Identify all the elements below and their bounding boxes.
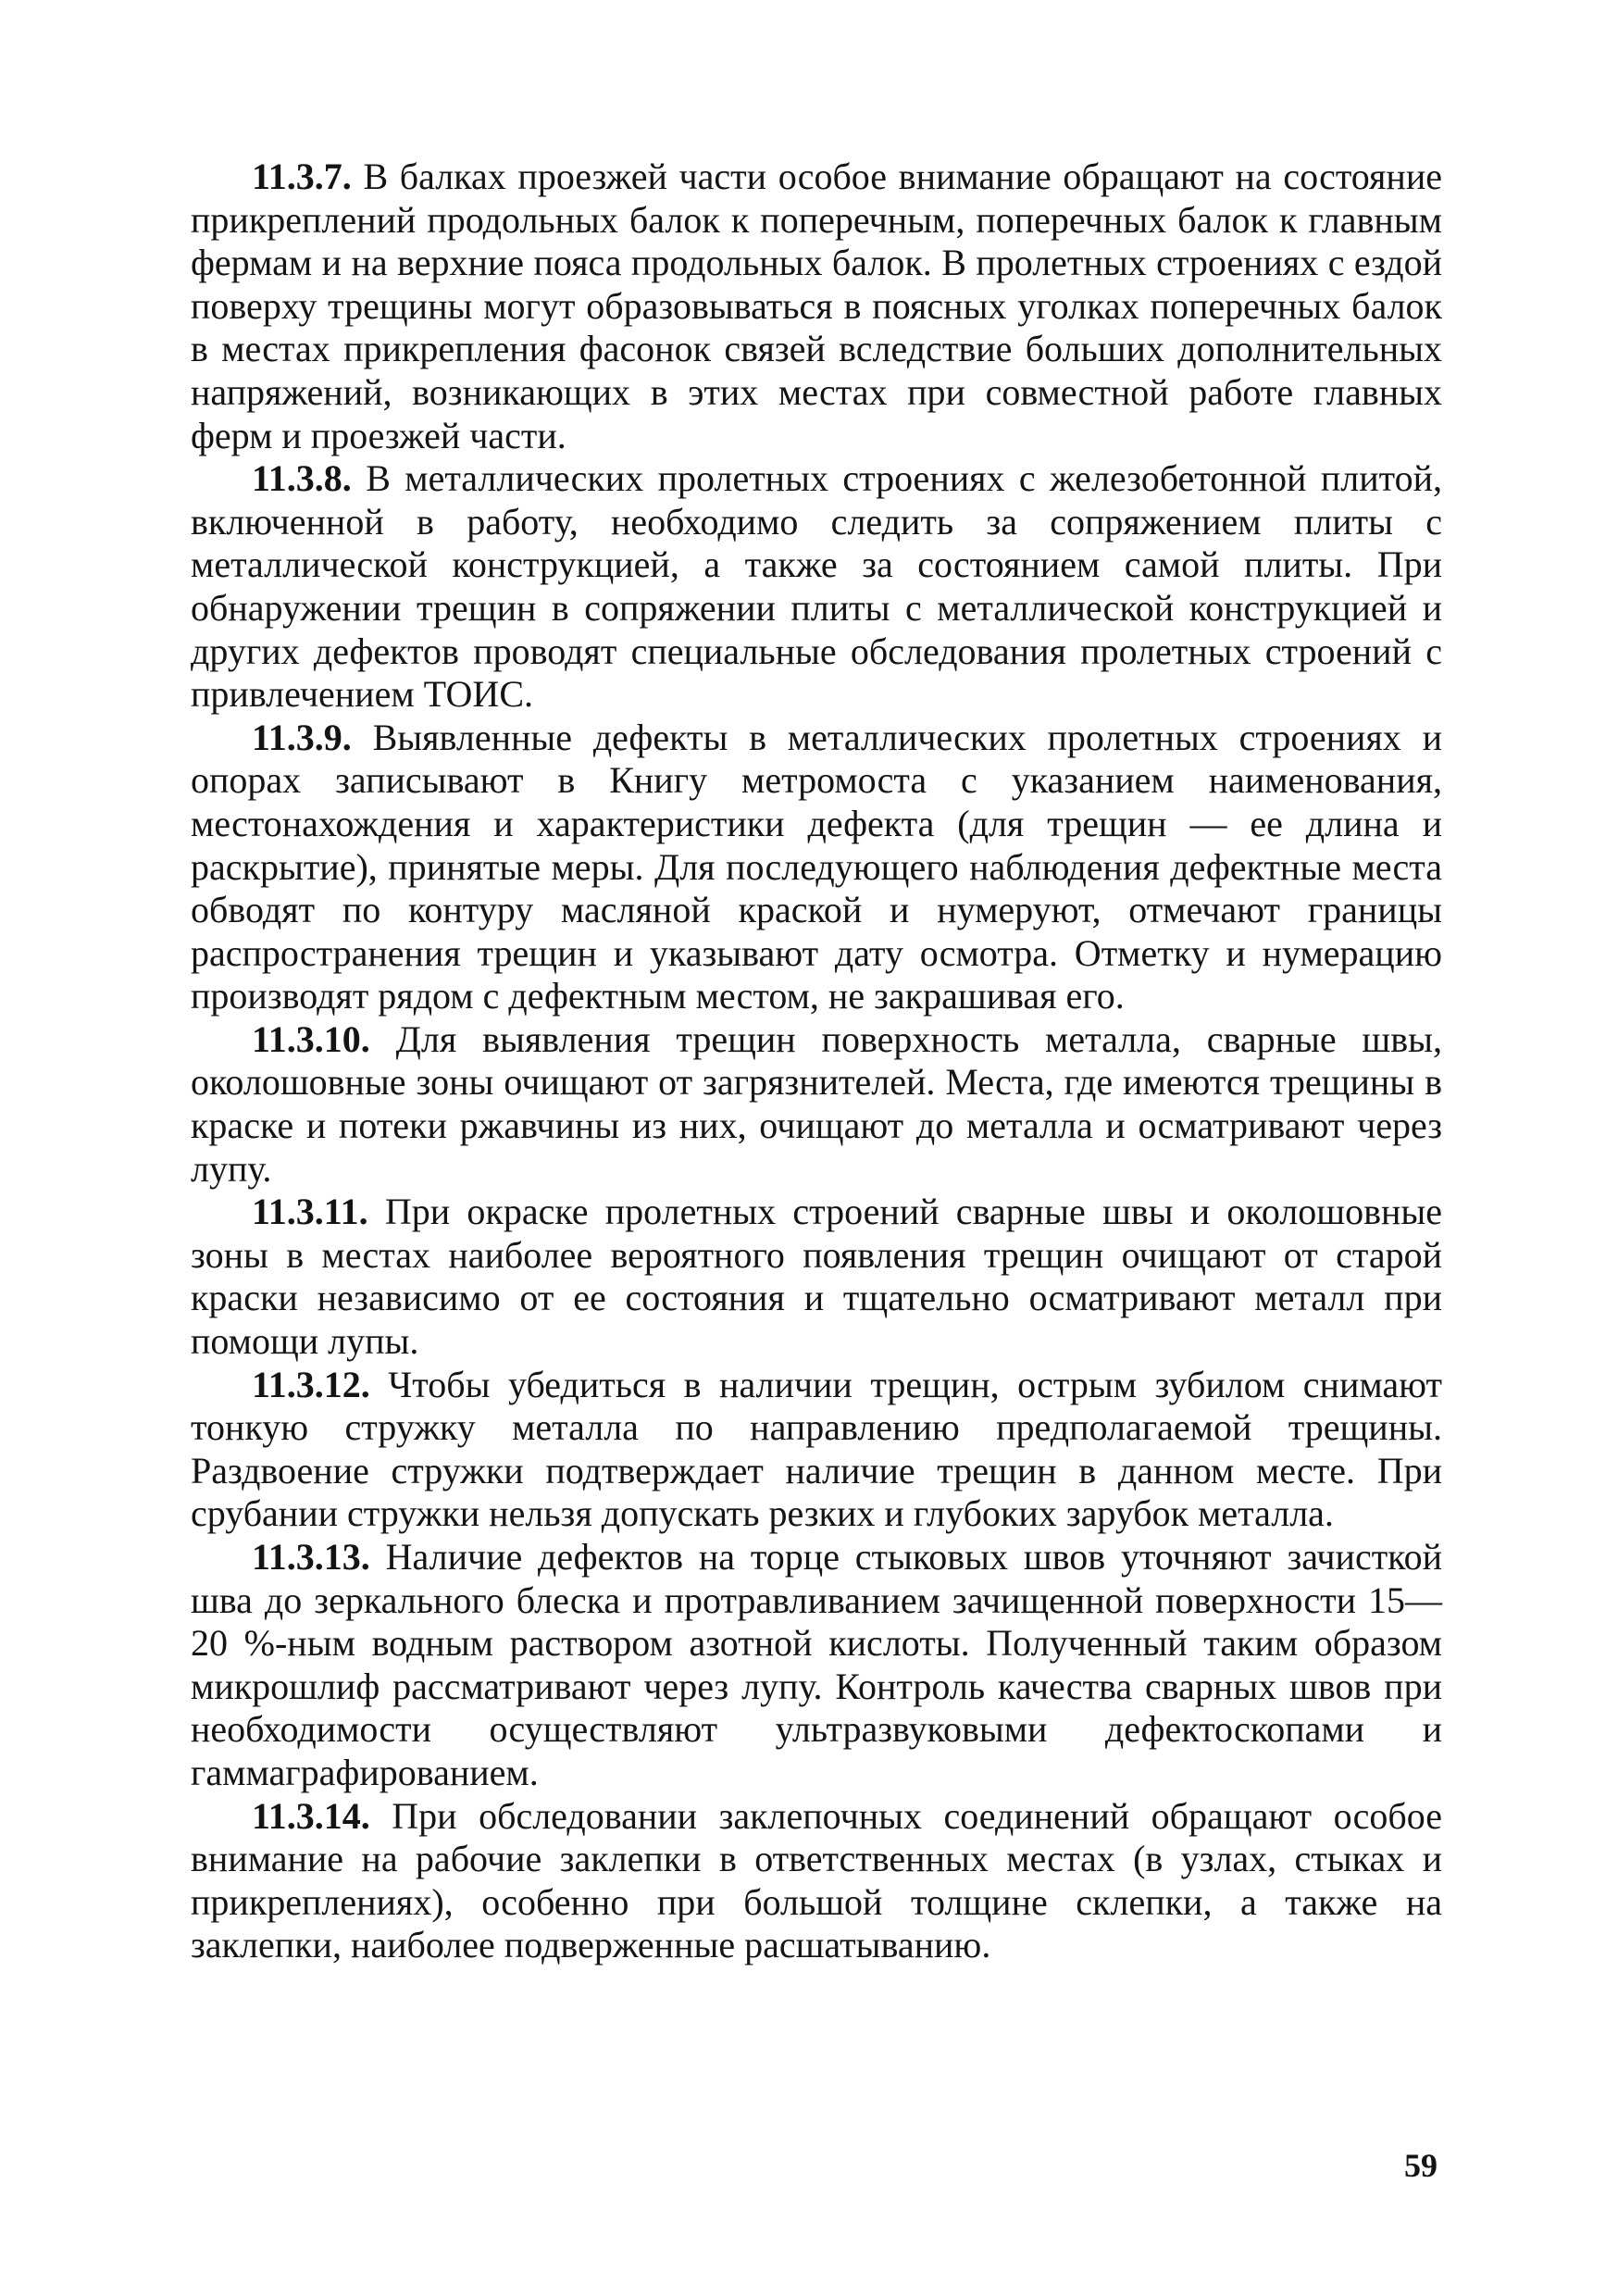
paragraph-text: При окраске пролетных строений сварные швы и околошовные зоны в местах наиболее вероятного появления трещин очищают от старой краски независимо от ее состояния и тщательно осматривают металл при помощи лупы. xyxy=(191,1191,1442,1363)
paragraph-text: Выявленные дефекты в металлических пролетных строениях и опорах записывают в Книгу метромоста с указанием наименования, местонахождения и характеристики дефекта (для трещин — ее длина и раскрытие), принятые меры. Для последующего наблюдения дефектные места обводят по контуру масляной краской и нумеруют, отмечают границы распространения трещин и указывают дату осмотра. Отметку и нумерацию производят рядом с дефектным местом, не закрашивая его. xyxy=(191,716,1442,1017)
paragraph-text: В металлических пролетных строениях с железобетонной плитой, включенной в работу, необходимо следить за сопряжением плиты с металлической конструкцией, а также за состоянием самой плиты. При обнаружении трещин в сопряжении плиты с металлической конструкцией и других дефектов проводят специальные обследования пролетных строений с привлечением ТОИС. xyxy=(191,457,1442,716)
section-number: 11.3.13. xyxy=(252,1536,370,1578)
paragraph-11-3-11 xyxy=(191,1191,1442,1363)
paragraph-11-3-10 xyxy=(191,1018,1442,1191)
paragraph-11-3-13 xyxy=(191,1536,1442,1795)
paragraph-11-3-7 xyxy=(191,156,1442,457)
section-number: 11.3.11. xyxy=(252,1191,368,1233)
paragraph-text: Чтобы убедиться в наличии трещин, острым зубилом снимают тонкую стружку металла по направлению предполагаемой трещины. Раздвоение стружки подтверждает наличие трещин в данном месте. При срубании стружки нельзя допускать резких и глубоких зарубок металла. xyxy=(191,1363,1442,1535)
section-number: 11.3.14. xyxy=(252,1794,370,1837)
paragraph-11-3-14 xyxy=(191,1795,1442,1967)
paragraph-11-3-8 xyxy=(191,457,1442,717)
paragraph-text: В балках проезжей части особое внимание обращают на состояние прикреплений продольных балок к поперечным, поперечных балок к главным фермам и на верхние пояса продольных балок. В пролетных строениях с ездой поверху трещины могут образовываться в поясных уголках поперечных балок в местах прикрепления фасонок связей вследствие больших дополнительных напряжений, возникающих в этих местах при совместной работе главных ферм и проезжей части. xyxy=(191,156,1442,456)
section-number: 11.3.10. xyxy=(252,1017,370,1060)
section-number: 11.3.9. xyxy=(252,716,352,758)
paragraph-11-3-9 xyxy=(191,717,1442,1018)
paragraph-text: Наличие дефектов на торце стыковых швов уточняют зачисткой шва до зеркального блеска и протравливанием зачищенной поверхности 15—20 %-ным водным раствором азотной кислоты. Полученный таким образом микрошлиф рассматривают через лупу. Контроль качества сварных швов при необходимости осуществляют ультразвуковыми дефектоскопами и гаммаграфированием. xyxy=(191,1536,1442,1793)
section-number: 11.3.12. xyxy=(252,1363,370,1405)
paragraph-text: При обследовании заклепочных соединений обращают особое внимание на рабочие заклепки в ответственных местах (в узлах, стыках и прикреплениях), особенно при большой толщине склепки, а также на заклепки, наиболее подверженные расшатыванию. xyxy=(191,1794,1442,1966)
page-number: 59 xyxy=(1404,2147,1438,2184)
paragraph-text: Для выявления трещин поверхность металла, сварные швы, околошовные зоны очищают от загрязнителей. Места, где имеются трещины в краске и потеки ржавчины из них, очищают до металла и осматривают через лупу. xyxy=(191,1017,1442,1190)
section-number: 11.3.8. xyxy=(252,457,352,500)
section-number: 11.3.7. xyxy=(252,156,352,197)
paragraph-11-3-12 xyxy=(191,1364,1442,1536)
text-column xyxy=(191,156,1442,1967)
